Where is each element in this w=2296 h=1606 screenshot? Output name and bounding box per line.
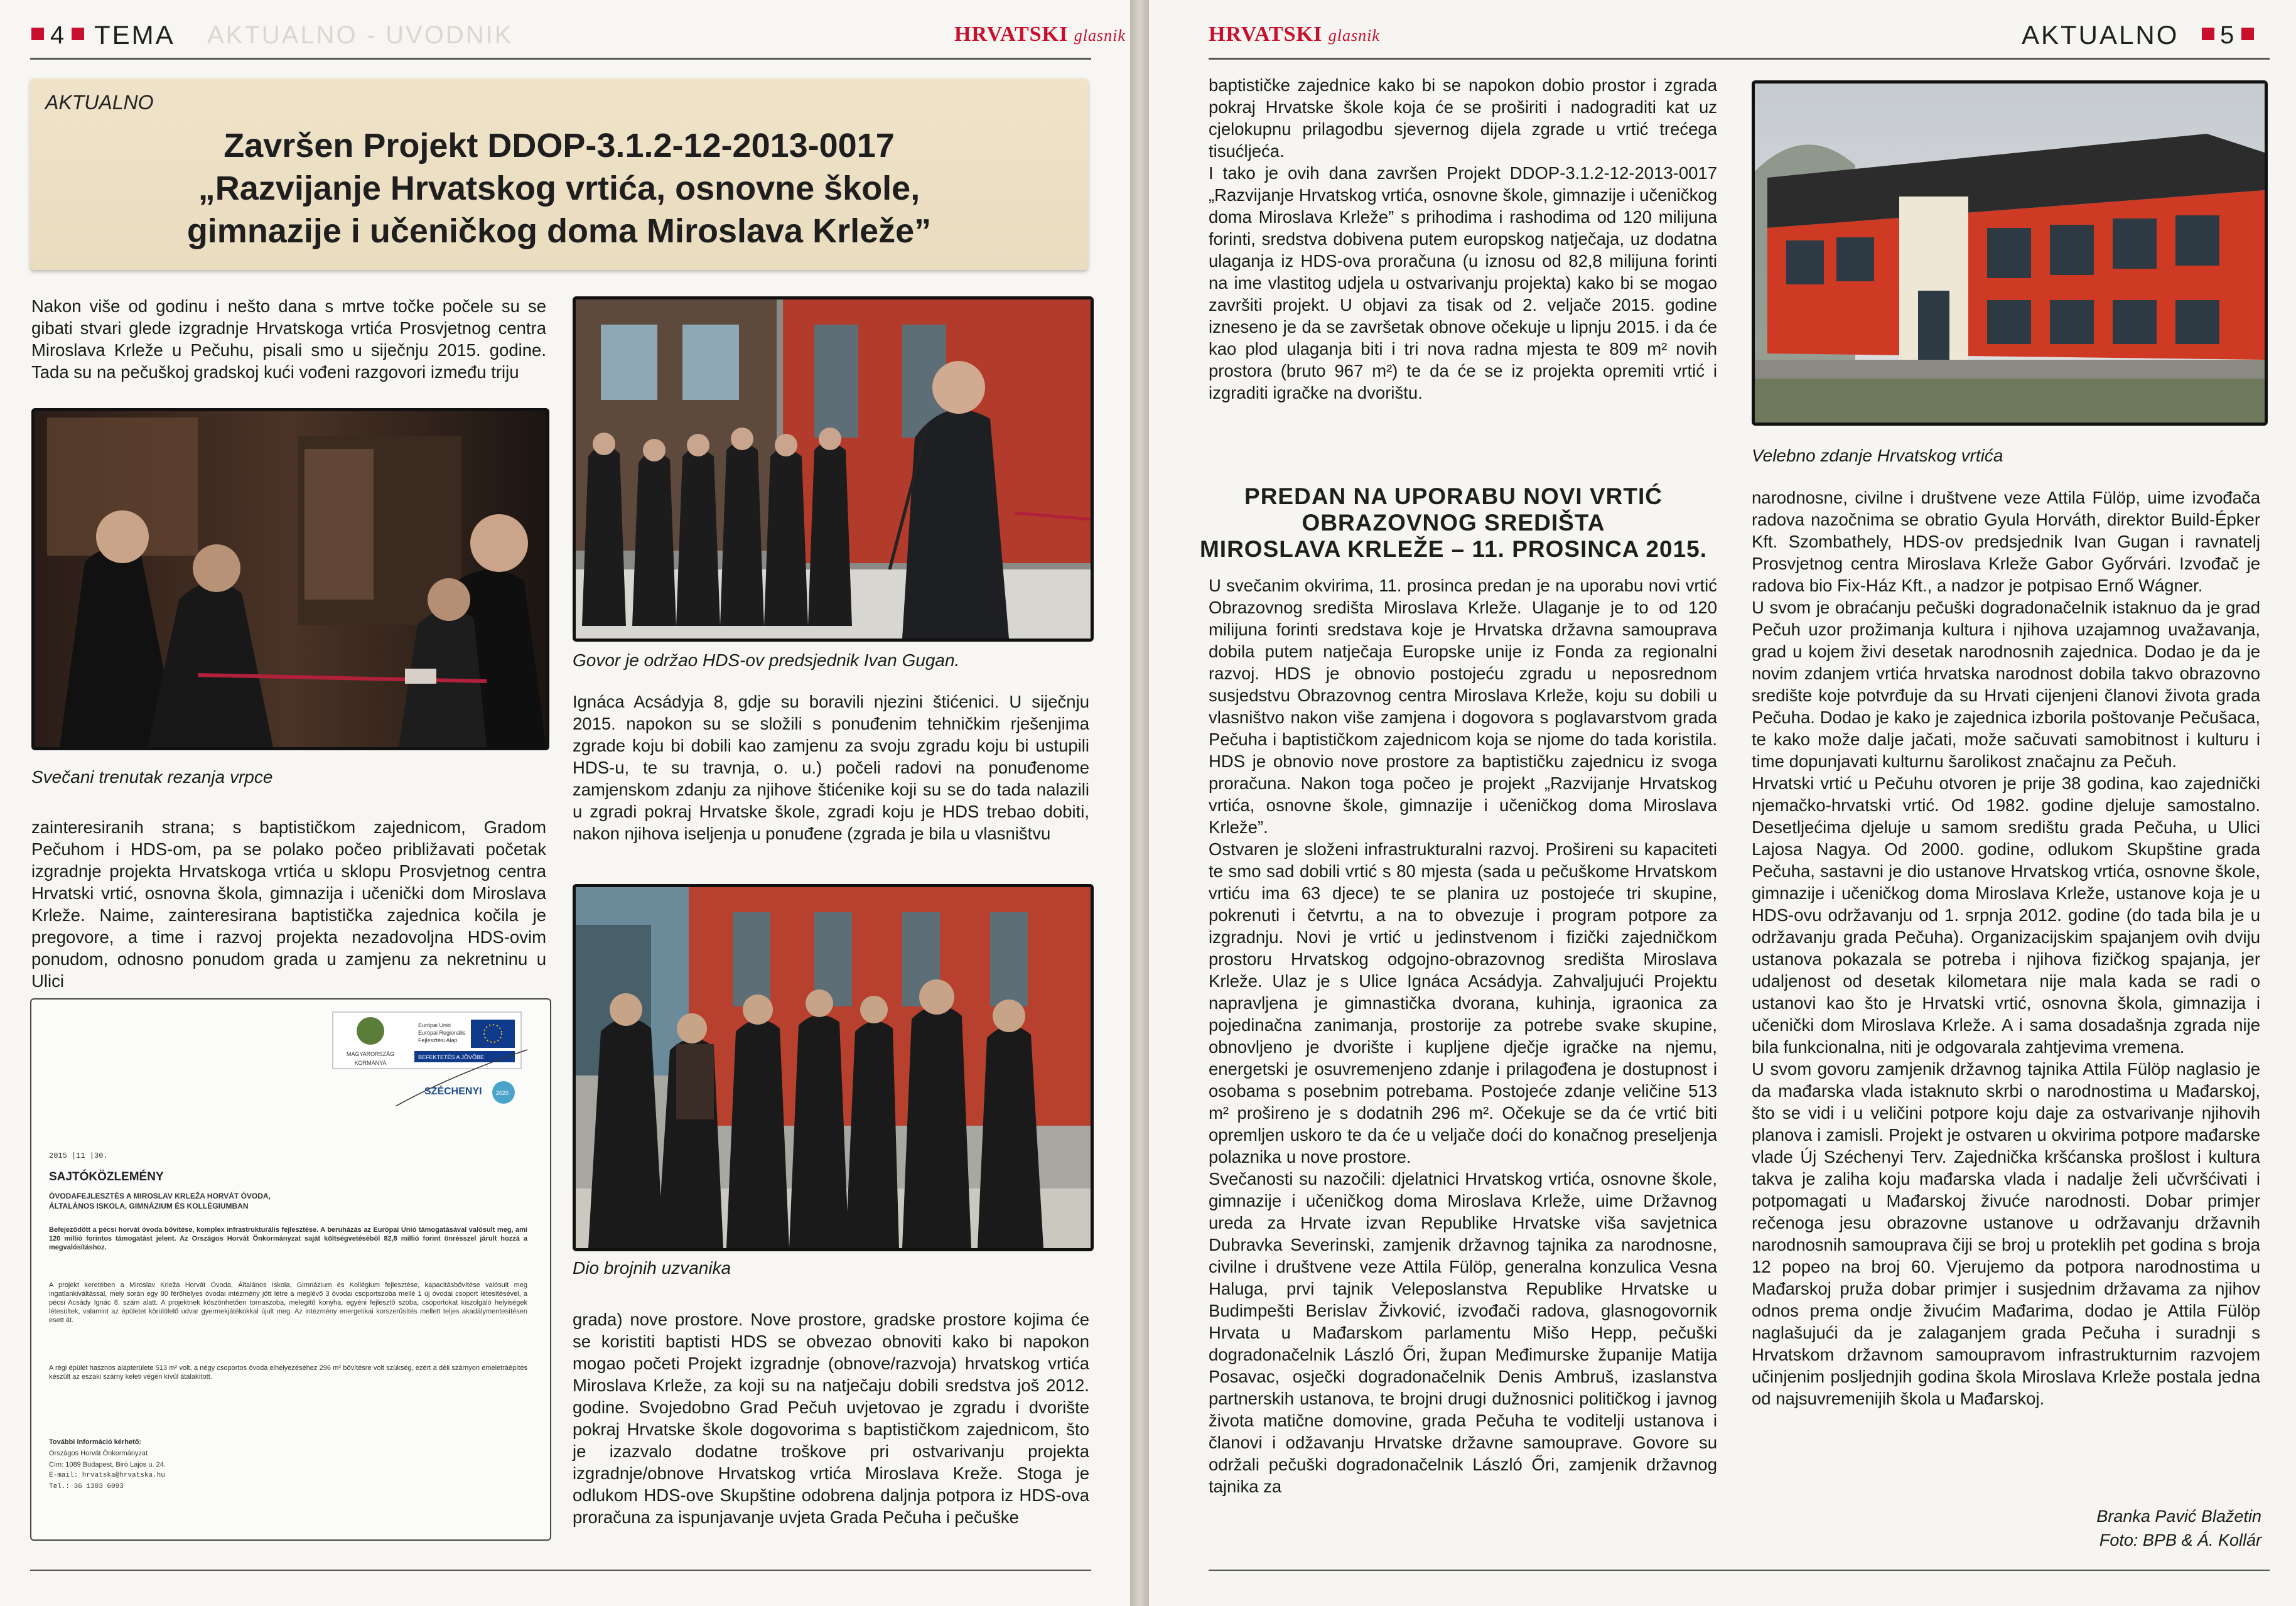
ribbon-cutting-caption: Svečani trenutak rezanja vrpce — [31, 767, 273, 787]
press-date: 2015 |11 |30. — [49, 1151, 108, 1160]
feature-headline-1: PREDAN NA UPORABU NOVI VRTIĆ — [1244, 483, 1663, 509]
header-rule — [30, 58, 1091, 60]
press-subtitle-1: ÓVODAFEJLESZTÉS A MIROSLAV KRLEŽA HORVÁT ÓVODA, — [49, 1192, 271, 1200]
brand-suffix: glasnik — [1328, 26, 1380, 45]
section-ghost-text: AKTUALNO - UVODNIK — [207, 21, 514, 49]
contact-address: Cím: 1089 Budapest, Biró Lajos u. 24. — [49, 1461, 166, 1469]
press-release — [30, 998, 551, 1541]
brand-name: HRVATSKI — [954, 23, 1069, 46]
eu-ribbon-text: BEFEKTETÉS A JÖVŐBE — [418, 1054, 485, 1060]
brand-logo — [1209, 23, 1380, 46]
page-number: 5 — [2220, 21, 2234, 49]
footer-rule — [30, 1570, 1091, 1571]
contact-email: E-mail: hrvatska@hrvatska.hu — [49, 1472, 165, 1479]
article-title-line-2: „Razvijanje Hrvatskog vrtića, osnovne škole, — [198, 170, 920, 207]
building-caption: Velebno zdanje Hrvatskog vrtića — [1752, 446, 2003, 465]
page-number-marker — [72, 28, 84, 40]
guests-image — [576, 887, 1091, 1248]
guests-caption: Dio brojnih uzvanika — [573, 1258, 731, 1278]
contact-phone: Tel.: 36 1303 6093 — [49, 1483, 124, 1490]
contact-org: Országos Horvát Önkormányzat — [49, 1450, 148, 1457]
eu-logo-line: Európai Unió — [418, 1022, 451, 1028]
article-col3-top: baptističke zajednice kako bi se napokon dobio prostor i zgrada pokraj Hrvatske škole koja će se proširiti i nadograditi kat uz cjelokupnu prilagodbu sjevernog dijela zgrade u vrtić trećega tisućljeća. I tako je ovih dana završen Projekt DDOP-3.1.2-12-2013-0017 „Razvijanje Hrvatskog vrtića, osnovne škole, gimnazije i učeničkog doma Miroslava Krleže” s prihodima i rashodima od 120 milijuna forinti, sredstva dobivena putem europskog natječaja, uz dodatna ulaganja iz HDS-ova proračuna (u iznosu od 82,8 milijuna forinti na ime vlastitog udjela u ostvarivanju projekta) kako bi se mogao završiti projekt. U objavi za tisak od 2. veljače 2015. godine izneseno je da se završetak obnove očekuje u lipnju 2015. i da će kao plod ulaganja biti i tri nova radna mjesta te 809 m² novih prostora (bruto 967 m²) te da će se iz projekta opremiti vrtić i izgraditi igračke na dvorištu. — [1209, 75, 1717, 402]
page-number: 4 — [50, 21, 65, 49]
feature-headline-2: OBRAZOVNOG SREDIŠTA — [1302, 510, 1605, 536]
feature-headline-3: MIROSLAVA KRLEŽE – 11. PROSINCA 2015. — [1199, 536, 1708, 562]
author-name: Branka Pavić Blažetin — [2096, 1507, 2261, 1526]
page-number-marker — [2241, 28, 2254, 40]
left-page — [0, 0, 1130, 1606]
article-col1-top: Nakon više od godinu i nešto dana s mrtve točke počele su se gibati stvari glede izgradnje Hrvatskoga vrtića Prosvjetnog centra Miroslava Krleže u Pečuhu, pisali smo u siječnju 2015. godine. Tada su na pečuškoj gradskoj kući vođeni razgovori između triju — [31, 296, 546, 382]
section-title: TEMA — [94, 20, 175, 50]
article-col1-mid: zainteresiranih strana; s baptističkom zajednicom, Gradom Pečuhom i HDS-om, pa se polako počeo približavati početak izgradnje projekta Hrvatskoga vrtića u sklopu Prosvjetnog centra Hrvatski vrtić, osnovna škola, gimnazija i učenički dom Miroslava Krleže. Naime, zainteresirana baptistička zajednica kočila je pregovore, a time i razvoj projekta nezadovoljna HDS-ovim ponudom, odnosno ponudom grada u zamjenu za nekretninu u Ulici — [31, 817, 546, 991]
brand-suffix: glasnik — [1074, 26, 1126, 45]
right-page — [1149, 0, 2296, 1606]
article-title-line-3: gimnazije i učeničkog doma Miroslava Krleže” — [186, 212, 932, 250]
building-image — [1755, 84, 2265, 423]
press-paragraph-3: A régi épület hasznos alapterülete 513 m² volt, a négy csoportos óvoda elhelyezéséhez 296 m² bővítésre volt szükség, ezért a déli szárnyon emeletráépítés készült az eszaki szárny keleti végén kívül átalakított. — [49, 1364, 527, 1381]
section-title: AKTUALNO — [2022, 20, 2179, 50]
press-paragraph-2: A projekt keretében a Miroslav Krleža Horvát Óvoda, Általános Iskola, Gimnázium és Kollégium fejlesztése, kapacitásbővítése valósult meg ingatlankiváltással, mely során egy 80 férőhelyes óvodai intézmény jött létre a meglévő 3 óvodai csoportszoba mellé 1 új óvodai csoport létesítésével, a pécsi Acsády Ignác 8. szám alatt. A projektnek köszönhetően tornaszoba, melegítő konyha, egyéni fejlesztő szoba, csoportokat kiszolgáló helyiségek létesültek, valamint az épületet körülölelő udvar gyermekjátékokkal újult meg. Az intézmény energetikai korszerűsítés mellett teljes akadálymentesítésen esett át. — [49, 1281, 527, 1324]
press-paragraph-1: Befejeződött a pécsi horvát óvoda bővítése, komplex infrastrukturális fejlesztése. A beruházás az Európai Unió támogatásával valósult meg, ami 120 millió forintos támogatást jelent. Az Országos Horvát Önkormányzat saját költségvetéséből 82,8 millió forint önrésszel járult hozzá a megvalósításhoz. — [49, 1226, 527, 1251]
ribbon-cutting-image — [35, 411, 546, 747]
brand-logo — [954, 23, 1126, 46]
speech-photo — [573, 296, 1094, 642]
guests-photo — [573, 884, 1094, 1251]
page-number-marker — [31, 28, 44, 40]
page-number-marker — [2202, 28, 2214, 40]
article-label: AKTUALNO — [45, 91, 154, 114]
article-col2-mid: Ignáca Acsádyja 8, gdje su boravili njezini štićenici. U siječnju 2015. napokon su se složili s ponuđenim tehničkim rješenjima zgrade koju bi dobili kao zamjenu za svoju zgradu koju bi ustupili HDS-u, te su travnja, o. u.) počeli radovi na ponuđenome zamjenskom zdanju za njihove štićenike koji su se do tada nalazili u zgradi pokraj Hrvatske škole, zgradi koju je HDS trebao dobiti, nakon njihova iseljenja u ponuđene (zgrada je bila u vlasništvu — [573, 692, 1089, 843]
program-name: SZÉCHENYI — [424, 1086, 482, 1097]
press-subtitle-2: ÁLTALÁNOS ISKOLA, GIMNÁZIUM ÉS KOLLÉGIUMBAN — [49, 1202, 249, 1210]
article-title-line-1: Završen Projekt DDOP-3.1.2-12-2013-0017 — [224, 127, 895, 164]
feature-col-a: U svečanim okvirima, 11. prosinca predan je na uporabu novi vrtić Obrazovnog središta Miroslava Krleže. Ulaganje je to od 120 milijuna forinti sredstava koje je Hrvatska državna samouprava dobila putem natječaja Europske unije iz Fonda za regionalni razvoj. HDS je obnovio postojeću zgradu u neposrednom susjedstvu Obrazovnog centra Miroslava Krleže, koju su dobili u vlasništvo nakon više zamjena i dogovora s poglavarstvom grada Pečuha i baptističkom zajednicom koja se njome do tada koristila. HDS je obnovio nove prostore za baptističku zajednicu iz svoga proračuna. Nakon toga počeo je projekt „Razvijanje Hrvatskog vrtića, osnovne škole, gimnazije i učeničkog doma Miroslava Krleže”. Ostvaren je složeni infrastrukturalni razvoj. Prošireni su kapaciteti te smo sad dobili vrtić s 80 mjesta (sada u pečuškome Hrvatskom vrtiću ima 63 djece) te se planira uz postojeće tri skupine, pokrenuti i četvrtu, a na to obvezuje i program potpore za izgradnju. Novi je vrtić u jedinstvenom i fizički zajedničkom prostoru Hrvatskog odgojno-obrazovnog središta Miroslava Krleže. Ulaz je s Ulice Ignáca Acsádyja. Zahvaljujući Projektu napravljena je gimnastička dvorana, kuhinja, igraonica za pojedinačna zanimanja, prostorije za potrebe svake skupine, obnovljeno je dvorište i kupljene dječje igračke na njemu, energetski je osuvremenjeno zdanje i prilagođena je dostupnost i osobama s posebnim potrebama. Postojeće zdanje veličine 513 m² prošireno je s dodatnih 296 m². Očekuje se da će vrtić biti opremljen uskoro te da će u veljače doći do konačnog preseljenja polaznika u nove prostore. Svečanosti su nazočili: djelatnici Hrvatskog vrtića, osnovne škole, gimnazije i učeničkog doma Miroslava Krleže, uime Državnog ureda za Hrvate izvan Republike Hrvatske viša savjetnica Dubravka Severinski, zamjenik državnog tajnika za narodnosne, civilne i društvene veze Attila Fülöp, generalna konzulica Vesna Haluga, prvi tajnik Veleposlanstva Republike Hrvatske u Budimpešti Berislav Živković, izvođači radova, glasnogovornik Hrvata u Mađarskom parlamentu Mišo Hepp, pečuški dogradonačelnik László Őri, župan Međimurske županije Matija Posavac, osječki dogradonačelnik Denis Ambruš, izaslanstva partnerskih ustanova, te brojni drugi dužnosnici političkog i javnog života matične domovine, grada Pečuha te voditelji ustanova i članovi i odžavanju Hrvatske državne samouprave. Govore su održali pečuški dogradonačelnik László Őri, zamjenik državnog tajnika za — [1209, 576, 1717, 1496]
spine — [1130, 0, 1149, 1606]
contact-title: További információ kérhető: — [49, 1438, 142, 1446]
speech-caption: Govor je održao HDS-ov predsjednik Ivan Gugan. — [573, 650, 960, 670]
eu-logo-line: Fejlesztési Alap — [418, 1037, 458, 1043]
photo-credit: Foto: BPB & Á. Kollár — [2099, 1531, 2261, 1549]
eu-logo-line: Európai Regionális — [418, 1030, 466, 1036]
gov-logo-text: MAGYARORSZÁG KORMÁNYA — [346, 1051, 395, 1066]
header-rule — [1209, 58, 2270, 60]
program-badge: 2020 — [496, 1090, 509, 1096]
feature-col-b: narodnosne, civilne i društvene veze Attila Fülöp, uime izvođača radova nazočnima se obratio Gyula Horváth, direktor Build-Épker Kft. Szombathely, HDS-ov predsjednik Ivan Gugan i ravnatelj Prosvjetnog centra Miroslava Krleže Gabor Győrvári. Izvođač je radova bio Fix-Ház Kft., a nadzor je potpisao Ernő Wágner. U svom je obraćanju pečuški dogradonačelnik istaknuo da je grad Pečuh uzor prožimanja kultura i njihova uzajamnog uvažavanja, grad u kojem živi desetak narodnosnih zajednica. Dodao je da je novim zdanjem vrtića hrvatska narodnost dobila takvo obrazovno središte koje potvrđuje da su Hrvati cijenjeni članovi života grada Pečuha. Dodao je kako je zajednica izborila poštovanje Pečušaca, te kako može dalje jačati, može sačuvati samobitnost i kulturu i time dopunjavati kulturnu šarolikost značajnu za Pečuh. Hrvatski vrtić u Pečuhu otvoren je prije 38 godina, kao zajednički njemačko-hrvatski vrtić. Od 1982. godine djeluje samostalno. Desetljećima djeluje u samom središtu grada Pečuha, u Ulici Lajosa Nagya. Od 2000. godine, odlukom Skupštine grada Pečuha, sastavni je dio ustanove Hrvatskog vrtića, osnovne škole, gimnazije i učeničkog doma Miroslava Krleže, ustanove koja je u HDS-ovu održavanju od 1. srpnja 2012. godine (do tada bila je u održavanju grada Pečuha). Organizacijskim spajanjem ovih dviju ustanova pokazala se potreba i njihova fizičkog spajanja, jer udaljenost od desetak kilometara nije mala kada se radi o ustanovi kao što je Hrvatski vrtić, osnovna škola, gimnazija i učenički dom Miroslava Krleže. A i sama dosadašnja zgrada nije bila funkcionalna, niti je odgovarala zahtjevima vremena. U svom govoru zamjenik državnog tajnika Attila Fülöp naglasio je da mađarska vlada istaknuto skrbi o narodnostima u Mađarskoj, što se vidi i u veličini potpore koju daje za ostvarivanje njihovih planova i zamisli. Projekt je ostvaren u okvirima potpore mađarske vlade Új Széchenyi Terv. Zajednička kršćanska prošlost i kultura takva je zaliha koju mađarska vlada i nadalje želi učvršćivati i potpomagati u Mađarskoj živuće narodnosti. Dobar primjer rečenoga jesu obrazovne ustanove u održavanju državnih narodnosnih samouprava čiji se broj u proteklih pet godina s broja 12 popeo na broj 60. Vjerujemo da potpora narodnostima u Mađarskoj pruža dobar primjer i susjednim državama za njihov odnos prema ondje živućim Mađarima, dodao je Attila Fülöp naglašujući da je zalaganjem grada Pečuha i suradnji s Hrvatskom državnom samoupravom infrastrukturnim razvojem učinjenim posljednjih godina škola Miroslava Krleže postala jedna od najsuvremenijih škola u Mađarskoj. — [1752, 488, 2260, 1408]
article-title-box — [30, 78, 1088, 270]
footer-rule — [1209, 1570, 2270, 1571]
press-title: SAJTÓKÖZLEMÉNY — [49, 1170, 164, 1183]
brand-name: HRVATSKI — [1209, 23, 1323, 46]
speech-image — [576, 299, 1091, 639]
ribbon-cutting-photo — [31, 408, 549, 750]
article-col2-bottom: grada) nove prostore. Nove prostore, gradske prostore kojima će se koristiti baptisti HDS se obvezao obnoviti kako bi napokon mogao početi Projekt izgradnje (obnove/razvoja) hrvatskog vrtića Miroslava Krleže, za koji su na natječaju dobili sredstva još 2012. godine. Svojedobno Grad Pečuh uvjetovao je zgradu i dvorište pokraj Hrvatske škole dogovorima s baptističkom zajednicom, što je izazvalo dodatne troškove pri ostvarivanju projekta izgradnje/obnove Hrvatskog vrtića Miroslava Kreže. Stoga je odlukom HDS-ove Skupštine odobrena daljnja potpora iz HDS-ova proračuna za ispunjavanje uvjeta Grada Pečuha i pečuške — [573, 1310, 1089, 1527]
building-photo — [1752, 80, 2268, 426]
